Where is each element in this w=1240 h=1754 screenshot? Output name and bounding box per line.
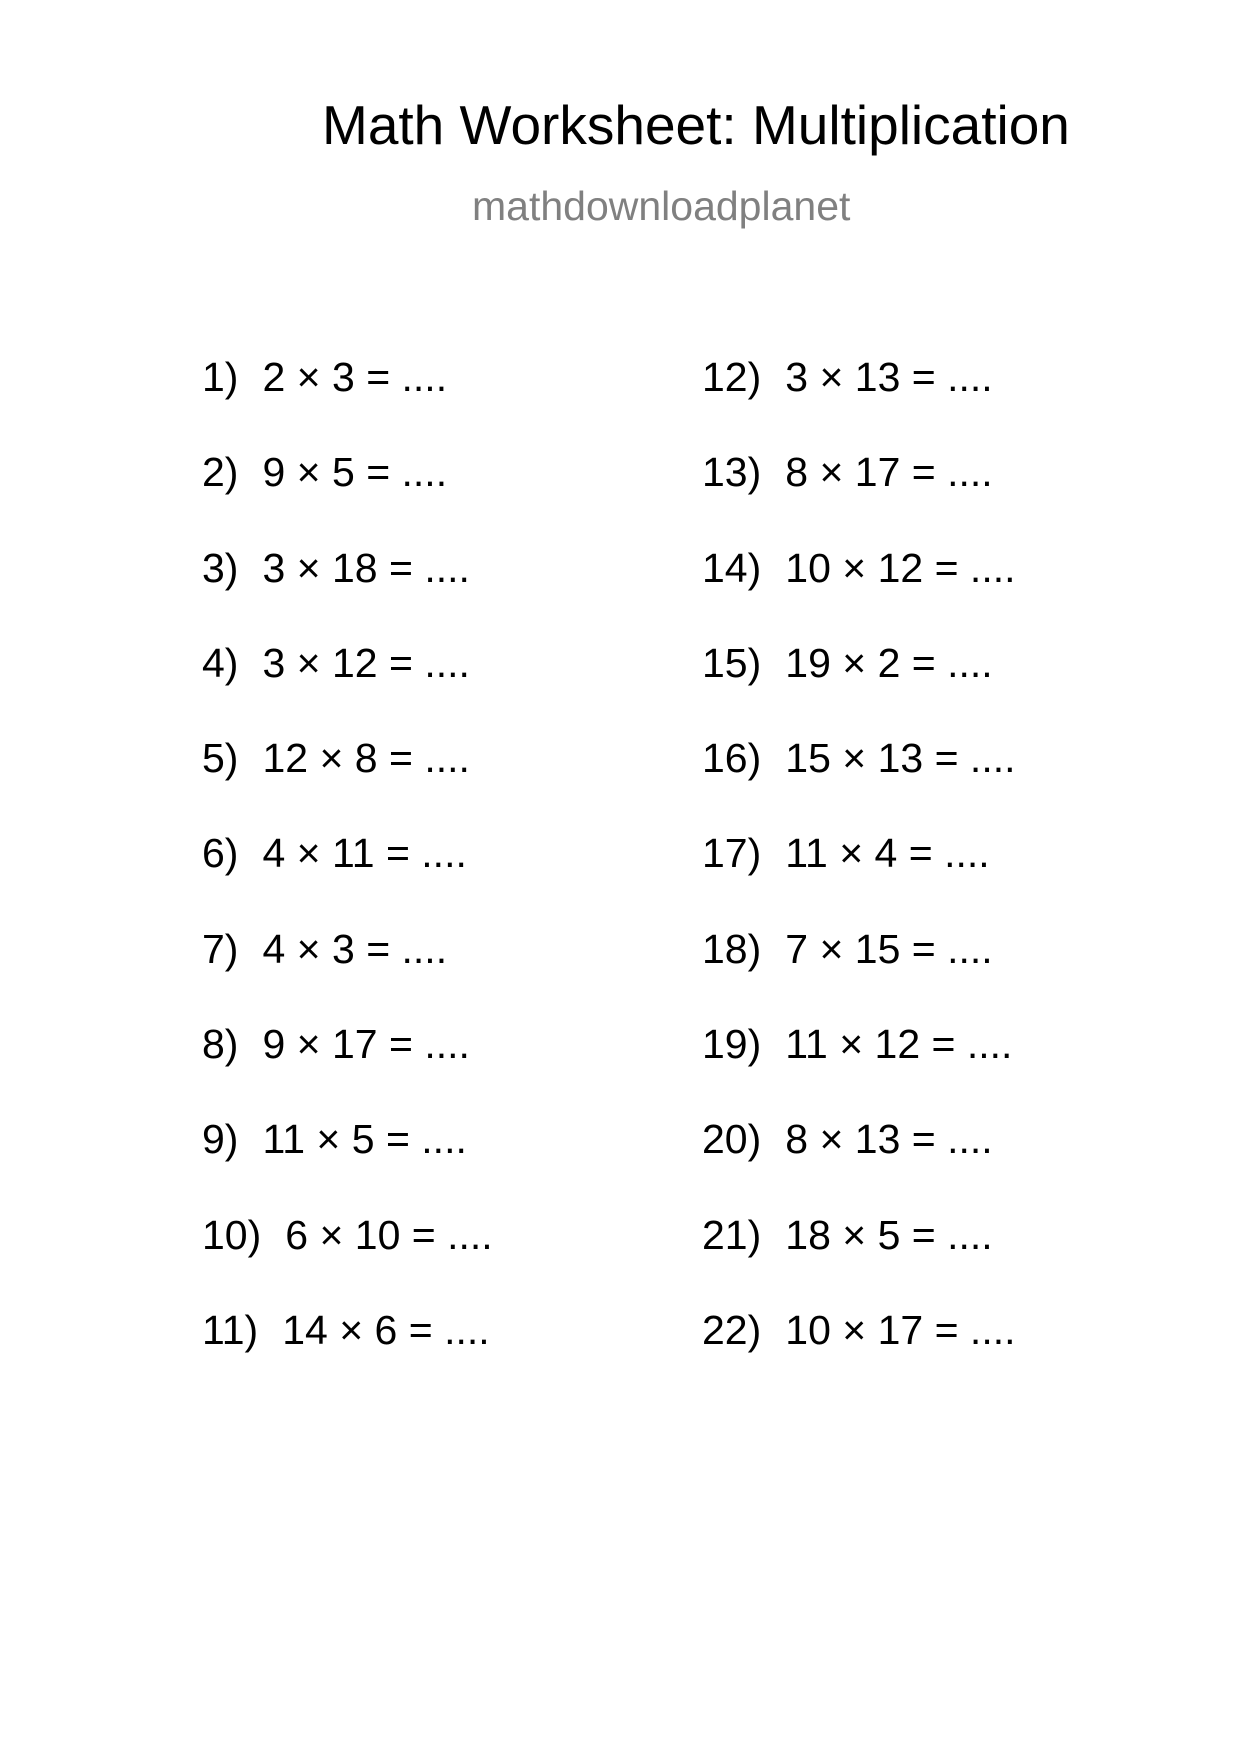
problem-number: 20) [702, 1116, 762, 1163]
problem-item [202, 449, 493, 544]
problem-expression: 12 × 8 = .... [262, 735, 470, 782]
problem-number: 3) [202, 544, 239, 591]
worksheet-subtitle: mathdownloadplanet [472, 183, 851, 229]
problem-expression: 9 × 5 = .... [262, 449, 448, 496]
problem-item [202, 926, 493, 1021]
problem-number: 1) [202, 354, 239, 400]
problem-number: 19) [702, 1021, 762, 1068]
problem-list-right [702, 354, 1016, 1402]
problem-item [702, 354, 1016, 449]
problem-number: 5) [202, 735, 239, 782]
problem-number: 18) [702, 925, 762, 972]
worksheet-title: Math Worksheet: Multiplication [322, 94, 1070, 156]
problem-item [702, 830, 1016, 925]
problem-item [202, 1116, 493, 1211]
problem-number: 2) [202, 449, 239, 496]
problem-expression: 4 × 3 = .... [262, 925, 448, 972]
problem-number: 7) [202, 925, 239, 972]
problem-number: 21) [702, 1211, 762, 1258]
problem-number: 6) [202, 830, 239, 877]
problem-item [202, 640, 493, 735]
problem-item [702, 545, 1016, 640]
problem-expression: 9 × 17 = .... [262, 1021, 470, 1068]
problem-expression: 18 × 5 = .... [785, 1211, 993, 1258]
problem-expression: 10 × 12 = .... [785, 544, 1016, 591]
problem-expression: 2 × 3 = .... [262, 354, 448, 400]
problem-item [202, 1212, 493, 1307]
problem-item [702, 1212, 1016, 1307]
problem-item [202, 1021, 493, 1116]
problem-item [702, 926, 1016, 1021]
problem-item [702, 1116, 1016, 1211]
problem-expression: 11 × 5 = .... [262, 1116, 467, 1163]
problem-number: 15) [702, 639, 762, 686]
problem-expression: 11 × 12 = .... [785, 1021, 1013, 1068]
problem-number: 8) [202, 1021, 239, 1068]
problem-item [202, 830, 493, 925]
problem-expression: 7 × 15 = .... [785, 925, 993, 972]
problem-expression: 3 × 13 = .... [785, 354, 993, 400]
problem-number: 10) [202, 1211, 262, 1258]
problem-number: 12) [702, 354, 762, 400]
problem-item [702, 735, 1016, 830]
problem-expression: 8 × 13 = .... [785, 1116, 993, 1163]
problem-expression: 3 × 12 = .... [262, 639, 470, 686]
problem-number: 11) [202, 1306, 259, 1353]
problem-item [702, 1307, 1016, 1402]
problem-item [202, 354, 493, 449]
problem-number: 14) [702, 544, 762, 591]
problem-number: 4) [202, 639, 239, 686]
problem-number: 9) [202, 1116, 239, 1163]
problem-item [702, 640, 1016, 735]
problem-expression: 10 × 17 = .... [785, 1306, 1016, 1353]
problem-item [702, 449, 1016, 544]
problem-expression: 15 × 13 = .... [785, 735, 1016, 782]
problem-item [702, 1021, 1016, 1116]
problem-expression: 14 × 6 = .... [282, 1306, 490, 1353]
problem-expression: 19 × 2 = .... [785, 639, 993, 686]
problem-list-left [202, 354, 493, 1402]
problem-expression: 8 × 17 = .... [785, 449, 993, 496]
problem-number: 22) [702, 1306, 762, 1353]
problem-number: 13) [702, 449, 762, 496]
problem-item [202, 545, 493, 640]
problem-expression: 11 × 4 = .... [785, 830, 990, 877]
problem-number: 16) [702, 735, 762, 782]
problem-item [202, 735, 493, 830]
problem-expression: 4 × 11 = .... [262, 830, 467, 877]
problem-expression: 3 × 18 = .... [262, 544, 470, 591]
problem-expression: 6 × 10 = .... [285, 1211, 493, 1258]
problem-item [202, 1307, 493, 1402]
problem-number: 17) [702, 830, 762, 877]
